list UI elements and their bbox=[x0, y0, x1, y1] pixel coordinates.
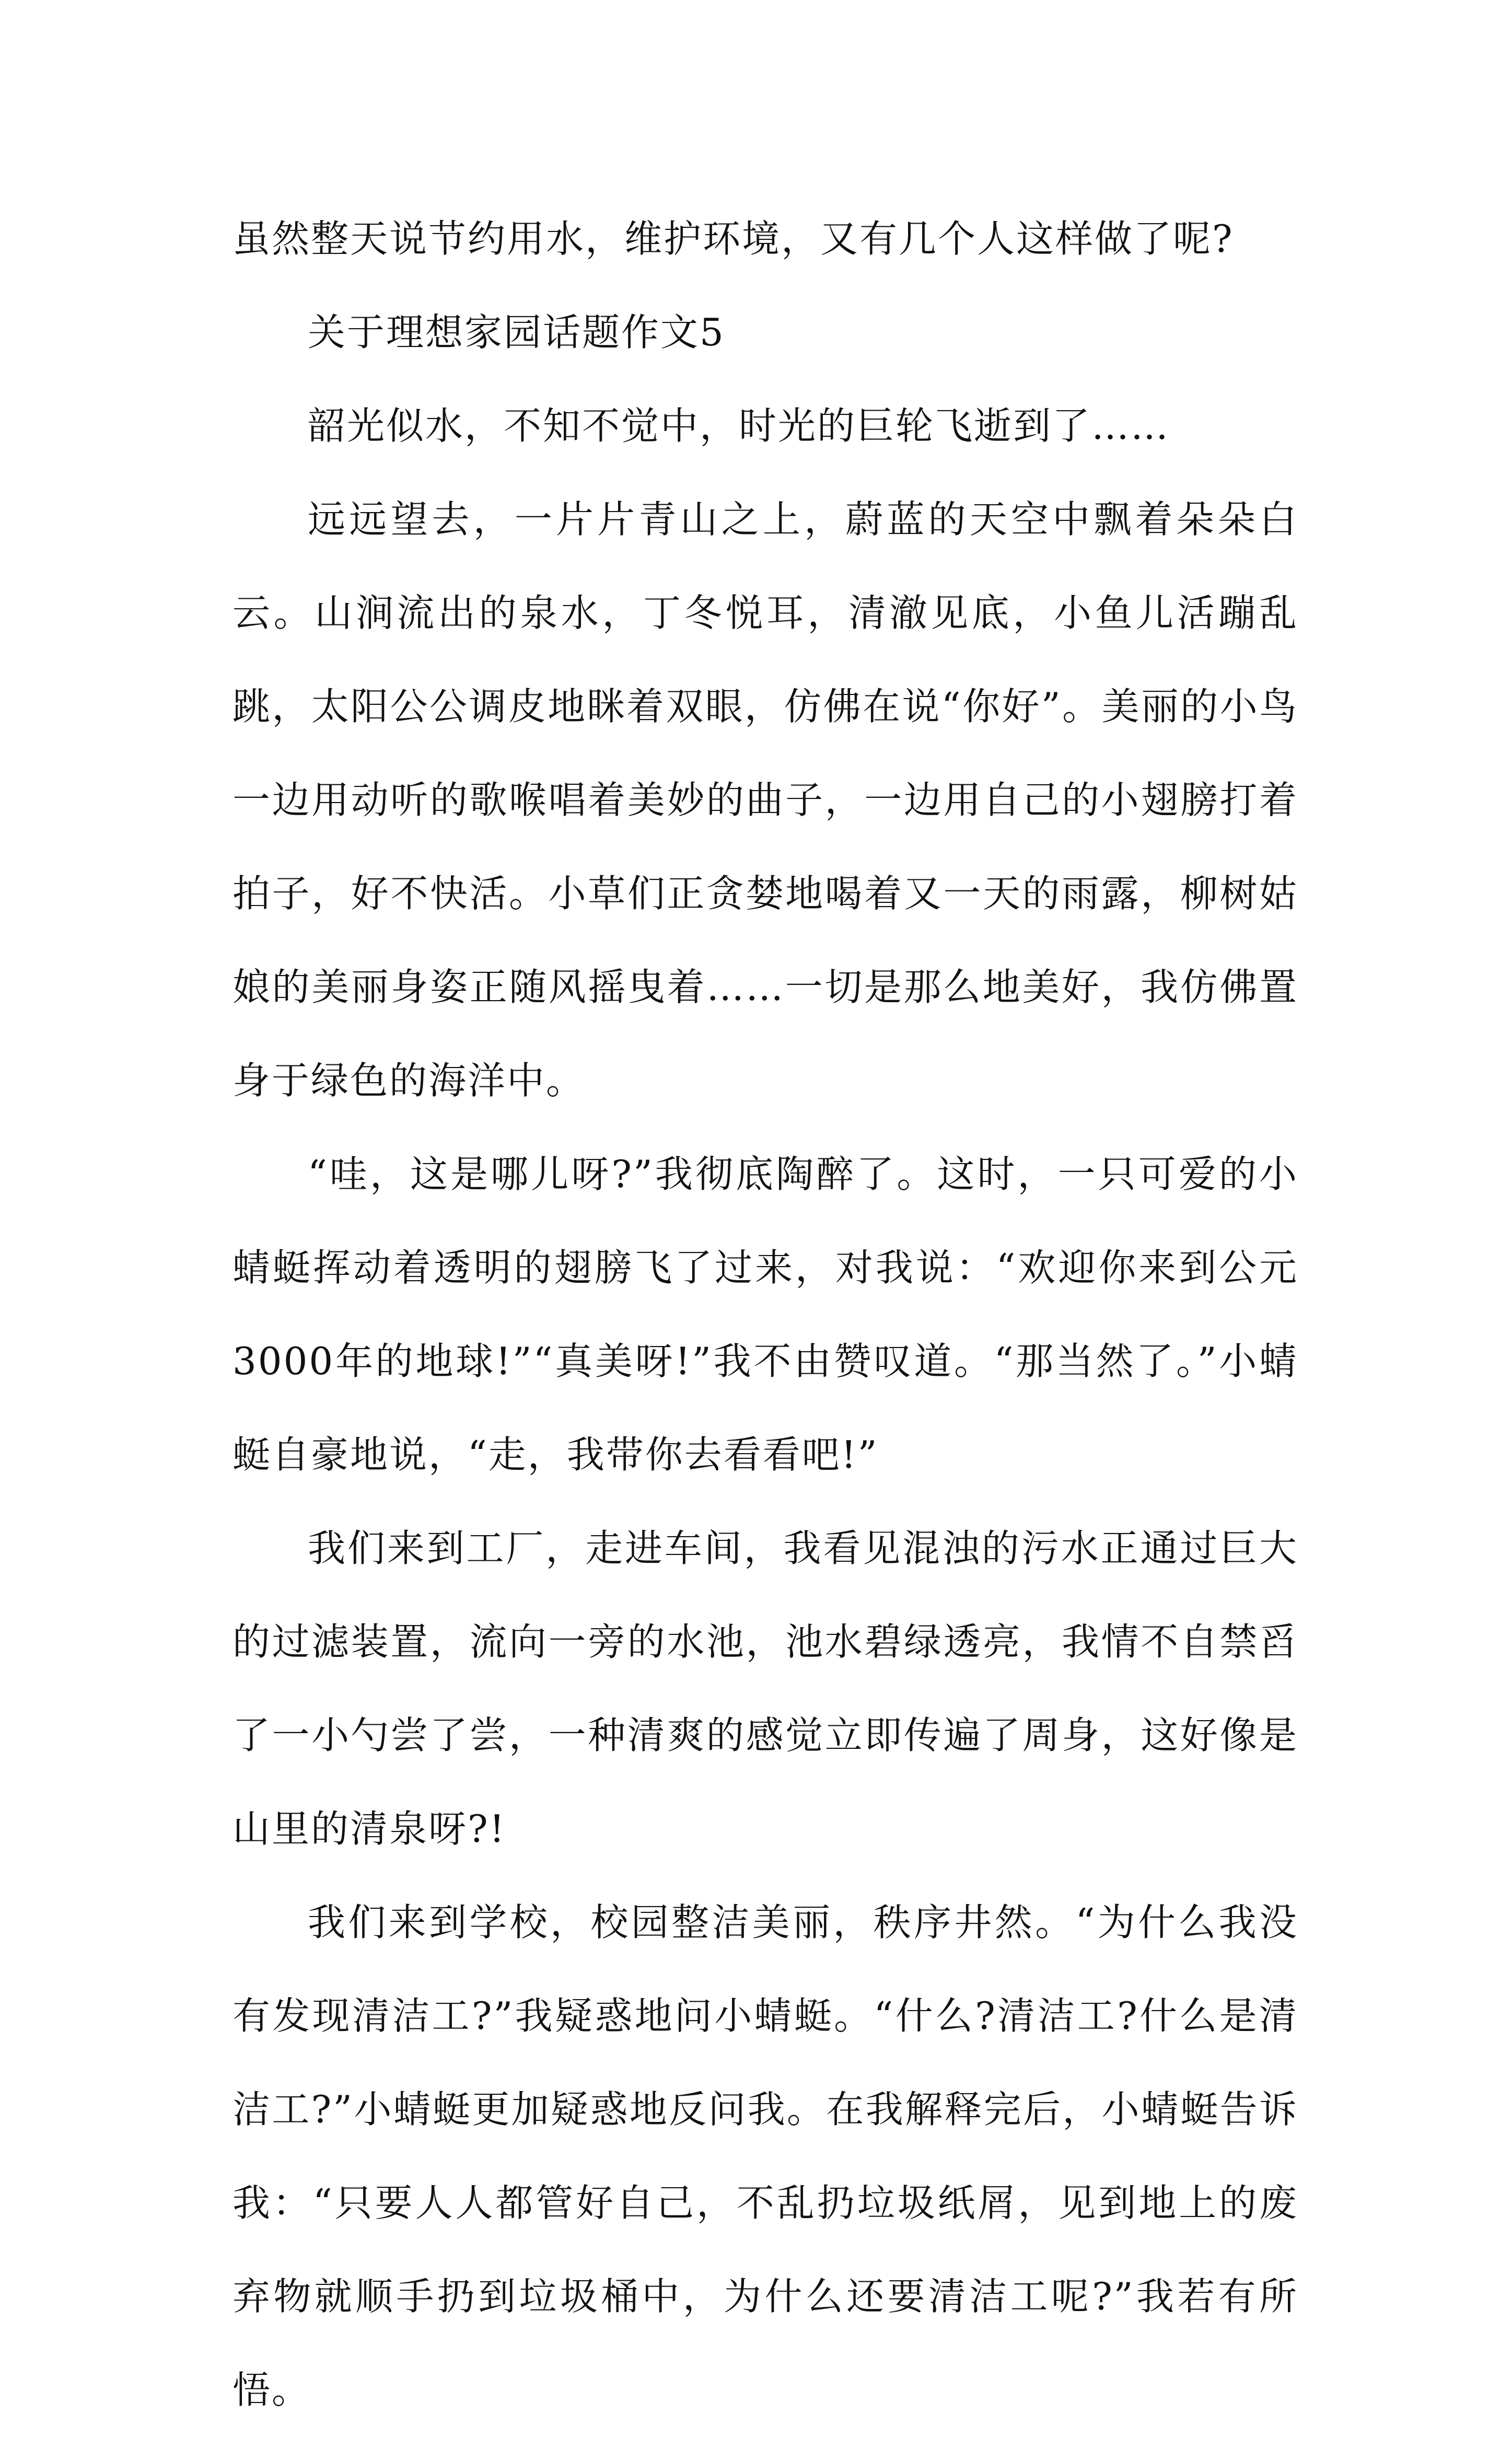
document-body bbox=[232, 192, 1298, 2437]
paragraph-continuation: 虽然整天说节约用水，维护环境，又有几个人这样做了呢? bbox=[232, 217, 1234, 261]
paragraph: 我们来到工厂，走进车间，我看见混浊的污水正通过巨大的过滤装置，流向一旁的水池，池水碧绿透亮，我情不自禁舀了一小勺尝了尝，一种清爽的感觉立即传遍了周身，这好像是山里的清泉呀?! bbox=[232, 1526, 1298, 1851]
paragraph: 韶光似水，不知不觉中，时光的巨轮飞逝到了…… bbox=[308, 404, 1170, 448]
paragraph: 我们来到学校，校园整洁美丽，秩序井然。“为什么我没有发现清洁工?”我疑惑地问小蜻蜓。“什么?清洁工?什么是清洁工?”小蜻蜓更加疑惑地反问我。在我解释完后，小蜻蜓告诉我：“只要人人都管好自己，不乱扔垃圾纸屑，见到地上的废弃物就顺手扔到垃圾桶中，为什么还要清洁工呢?”我若有所悟。 bbox=[232, 1900, 1298, 2412]
paragraph: “哇，这是哪儿呀?”我彻底陶醉了。这时，一只可爱的小蜻蜓挥动着透明的翅膀飞了过来，对我说：“欢迎你来到公元3000年的地球!”“真美呀!”我不由赞叹道。“那当然了。”小蜻蜓自豪地说，“走，我带你去看看吧!” bbox=[232, 1152, 1298, 1477]
paragraph: 远远望去，一片片青山之上，蔚蓝的天空中飘着朵朵白云。山涧流出的泉水，丁冬悦耳，清澈见底，小鱼儿活蹦乱跳，太阳公公调皮地眯着双眼，仿佛在说“你好”。美丽的小鸟一边用动听的歌喉唱着美妙的曲子，一边用自己的小翅膀打着拍子，好不快活。小草们正贪婪地喝着又一天的雨露，柳树姑娘的美丽身姿正随风摇曳着……一切是那么地美好，我仿佛置身于绿色的海洋中。 bbox=[232, 497, 1298, 1103]
section-heading: 关于理想家园话题作文5 bbox=[308, 310, 725, 354]
